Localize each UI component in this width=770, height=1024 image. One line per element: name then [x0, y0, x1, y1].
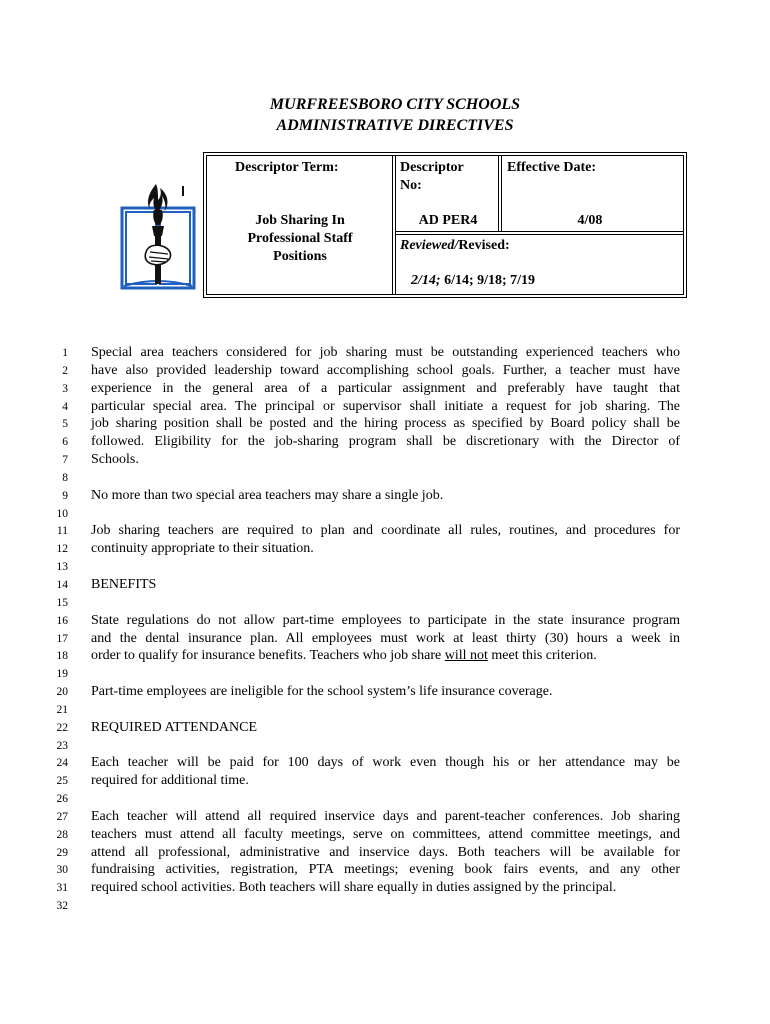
line-number: 13 [56, 561, 68, 574]
body-line [0, 522, 770, 540]
body-line [0, 737, 770, 755]
line-text: continuity appropriate to their situation. [91, 541, 314, 557]
line-number: 10 [56, 507, 68, 520]
body-line [0, 683, 770, 701]
term-line: Professional Staff [247, 231, 353, 246]
line-text-part: order to qualify for insurance benefits. Teachers who job share [91, 648, 445, 664]
reviewed-dates [411, 272, 535, 290]
line-number: 9 [62, 489, 68, 502]
body-line [0, 630, 770, 648]
line-number: 14 [56, 578, 68, 591]
body-line [0, 576, 770, 594]
body-line [0, 790, 770, 808]
line-number: 16 [56, 614, 68, 627]
line-text: Job sharing teachers are required to plan and coordinate all rules, routines, and procedures for [91, 523, 680, 539]
reviewed-label [400, 237, 510, 255]
line-number: 1 [62, 347, 68, 359]
body-line [0, 380, 770, 398]
line-text: State regulations do not allow part-time employees to participate in the state insurance program [91, 612, 680, 628]
body-line [0, 540, 770, 558]
descriptor-term-label: Descriptor Term: [235, 160, 339, 175]
line-number: 21 [56, 703, 68, 716]
line-number: 2 [62, 364, 68, 377]
torch-book-icon [118, 180, 198, 294]
line-text: job sharing position shall be posted and the hiring process as specified by Board policy shall be [91, 416, 680, 432]
no-label-line: No: [400, 178, 422, 193]
directive-body [0, 344, 770, 915]
body-line [0, 487, 770, 505]
body-line [0, 772, 770, 790]
body-line [0, 469, 770, 487]
body-line [0, 558, 770, 576]
no-label-line: Descriptor [400, 160, 464, 175]
line-number: 29 [56, 846, 68, 859]
line-text: teachers must attend all faculty meetings, serve on committees, attend committee meetings, and [91, 826, 680, 842]
reviewed-date-first: 2/14; [411, 273, 441, 288]
line-number: 23 [56, 739, 68, 752]
line-text: Each teacher will be paid for 100 days of work even though his or her attendance may be [91, 755, 680, 771]
reviewed-italic: Reviewed/ [400, 238, 459, 253]
line-number: 32 [56, 900, 68, 913]
line-number: 22 [56, 721, 68, 734]
line-text: Each teacher will attend all required inservice days and parent-teacher conferences. Job sharing [91, 808, 680, 824]
line-number: 17 [56, 632, 68, 645]
line-number: 6 [62, 436, 68, 449]
table-divider [395, 155, 396, 295]
line-text: No more than two special area teachers may share a single job. [91, 487, 444, 503]
line-number: 24 [56, 757, 68, 770]
underlined-phrase: will not [444, 648, 488, 664]
body-line [0, 415, 770, 433]
line-number: 20 [56, 686, 68, 699]
line-text: Special area teachers considered for job sharing must be outstanding experienced teachers who [91, 345, 680, 360]
line-number: 7 [62, 454, 68, 467]
descriptor-no-label [400, 159, 496, 195]
body-line [0, 433, 770, 451]
term-line: Job Sharing In [255, 213, 345, 228]
term-line: Positions [273, 249, 327, 264]
line-number: 11 [56, 525, 68, 538]
line-number: 26 [56, 793, 68, 806]
line-number: 25 [56, 775, 68, 788]
line-number: 28 [56, 828, 68, 841]
line-number: 15 [56, 596, 68, 609]
table-divider [395, 231, 684, 232]
body-line [0, 594, 770, 612]
body-line [0, 612, 770, 630]
line-text: and the dental insurance plan. All employees must work at least thirty (30) hours a week in [91, 630, 680, 646]
body-line [0, 808, 770, 826]
line-text: have also provided leadership toward accomplishing school goals. Further, a teacher must have [91, 362, 680, 378]
body-line [0, 398, 770, 416]
body-line [0, 754, 770, 772]
line-text: Part-time employees are ineligible for the school system’s life insurance coverage. [91, 684, 553, 700]
descriptor-term-value [230, 212, 370, 266]
line-number: 12 [56, 543, 68, 556]
body-line [0, 844, 770, 862]
line-number: 31 [56, 882, 68, 895]
line-text: attend all professional, administrative and inservice days. Both teachers will be available for [91, 844, 680, 860]
line-text: Schools. [91, 452, 139, 468]
body-line [0, 647, 770, 665]
line-text: particular special area. The principal or supervisor shall initiate a request for job sharing. The [91, 398, 680, 414]
body-line [0, 701, 770, 719]
line-number: 30 [56, 864, 68, 877]
line-number: 27 [56, 810, 68, 823]
body-line [0, 362, 770, 380]
line-number: 4 [62, 400, 68, 413]
line-number: 18 [56, 650, 68, 663]
line-text: required for additional time. [91, 773, 249, 789]
revised-label: Revised: [458, 238, 510, 253]
line-number: 8 [62, 471, 68, 484]
body-line [0, 719, 770, 737]
effective-date-value: 4/08 [577, 213, 603, 228]
line-text: REQUIRED ATTENDANCE [91, 719, 258, 735]
directives-subtitle: ADMINISTRATIVE DIRECTIVES [276, 117, 514, 134]
effective-date-label: Effective Date: [507, 160, 597, 175]
body-line [0, 505, 770, 523]
line-text: followed. Eligibility for the job-sharing program shall be discretionary with the Director of [91, 434, 680, 450]
line-text: experience in the general area of a particular assignment and preferably have taught that [91, 380, 680, 396]
org-name: MURFREESBORO CITY SCHOOLS [269, 96, 521, 113]
line-number: 5 [62, 418, 68, 431]
line-text: required school activities. Both teachers will share equally in duties assigned by the principal. [91, 880, 617, 896]
body-line [0, 897, 770, 915]
body-line [0, 451, 770, 469]
reviewed-date-rest: 6/14; 9/18; 7/19 [440, 273, 536, 288]
body-line [0, 344, 770, 362]
line-text-part: meet this criterion. [487, 648, 597, 664]
table-divider [395, 234, 684, 235]
table-divider [498, 155, 499, 231]
line-text: BENEFITS [91, 576, 157, 592]
line-number: 3 [62, 382, 68, 395]
line-text [91, 647, 680, 665]
line-text: fundraising activities, registration, PTA meetings; evening book fairs events, and any other [91, 862, 680, 878]
descriptor-no-value: AD PER4 [418, 213, 478, 228]
line-number: 19 [56, 668, 68, 681]
document-title [0, 94, 770, 136]
body-line [0, 861, 770, 879]
table-divider [392, 155, 393, 295]
body-line [0, 826, 770, 844]
body-line [0, 879, 770, 897]
body-line [0, 665, 770, 683]
